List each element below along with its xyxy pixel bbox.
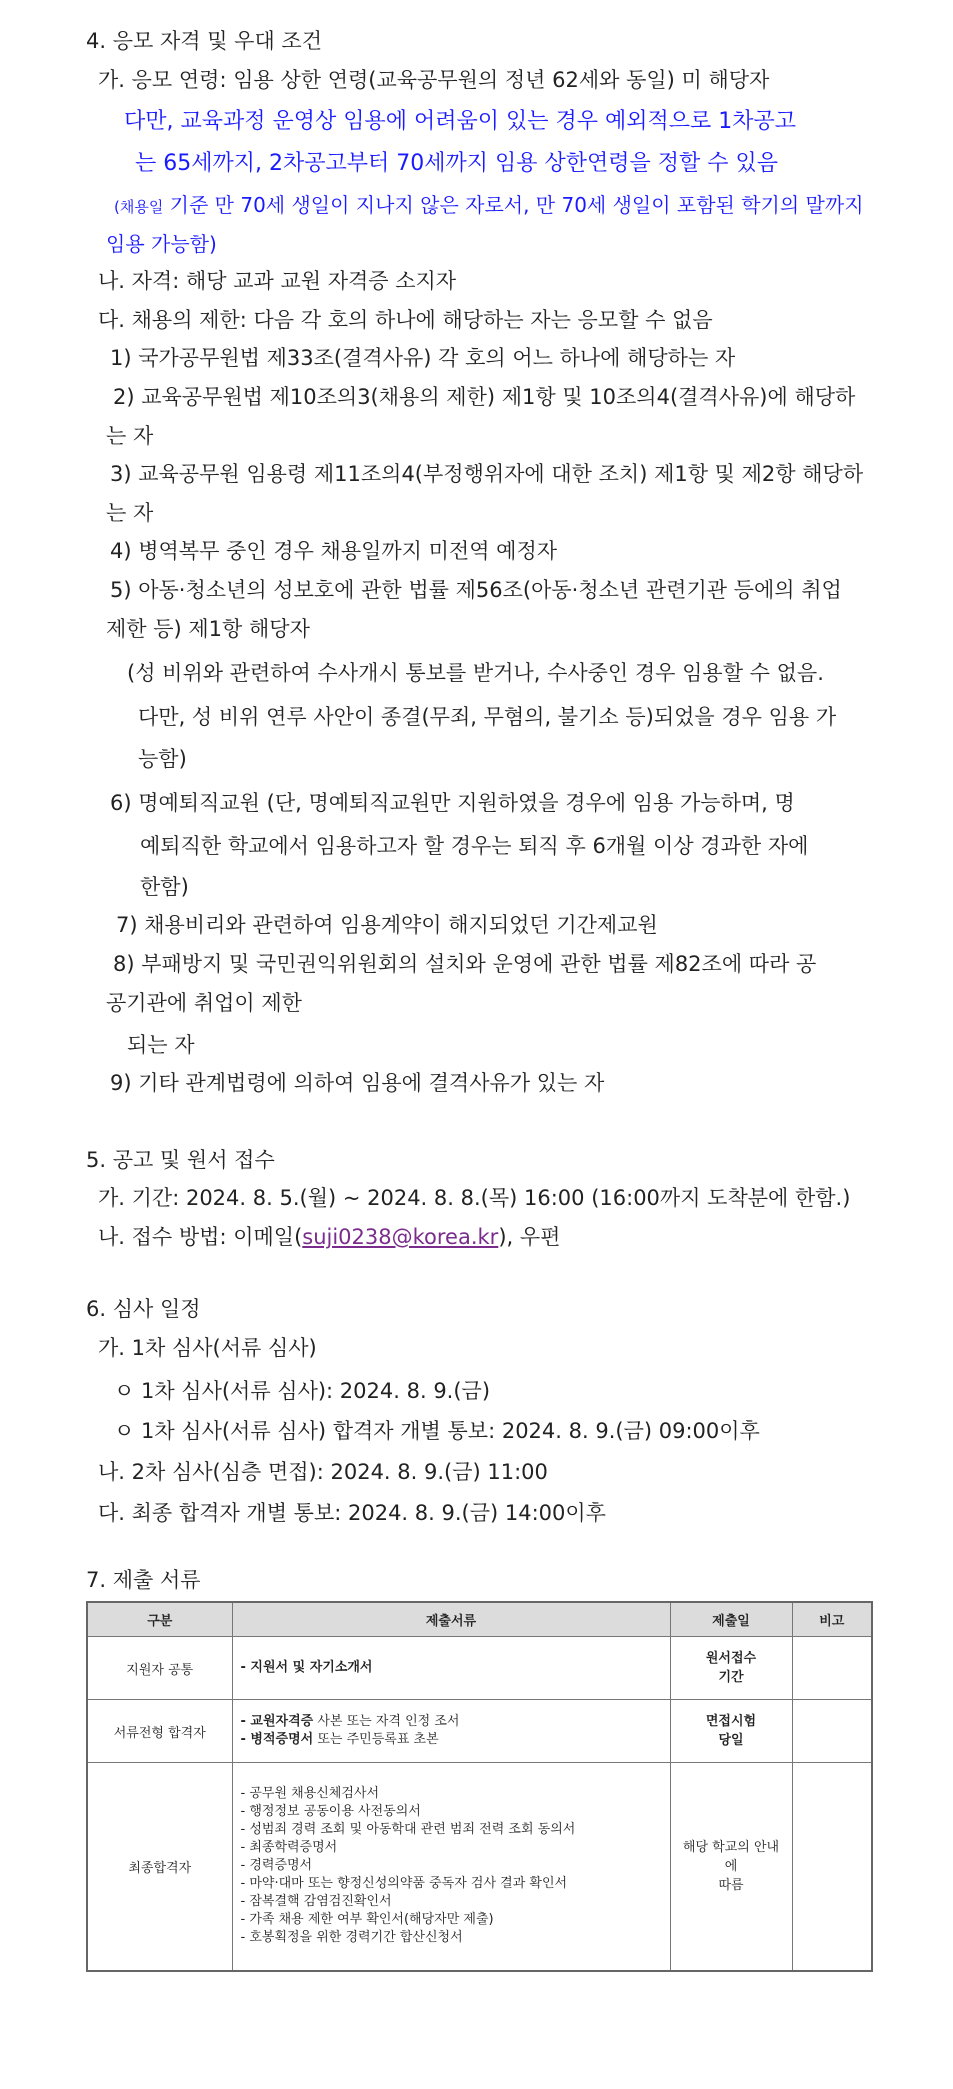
table-row (87, 1763, 872, 1971)
row-note (792, 1637, 872, 1700)
first-review-notice: ㅇ 1차 심사(서류 심사) 합격자 개별 통보: 2024. 8. 9.(금) 09:00이후 (114, 1419, 760, 1443)
row-date (670, 1763, 792, 1971)
section-6-title: 6. 심사 일정 (86, 1297, 201, 1321)
table-header-row (87, 1602, 872, 1637)
doc-item: - 공무원 채용신체검사서 (240, 1786, 380, 1802)
restriction-item-5-note2: 다만, 성 비위 연루 사안이 종결(무죄, 무혐의, 불기소 등)되었을 경우 임용 가 (138, 705, 837, 729)
header-documents: 제출서류 (232, 1602, 670, 1637)
first-review-heading: 가. 1차 심사(서류 심사) (98, 1336, 317, 1360)
table-row (87, 1700, 872, 1763)
restriction-item-8-line1: 8) 부패방지 및 국민권익위원회의 설치와 운영에 관한 법률 제82조에 따라 공 (113, 952, 817, 976)
doc-item (241, 1731, 662, 1749)
row-date (670, 1637, 792, 1700)
application-method-suffix: ), 우편 (498, 1225, 561, 1249)
age-exception-line1: 다만, 교육과정 운영상 임용에 어려움이 있는 경우 예외적으로 1차공고 (124, 109, 796, 134)
section-5-title: 5. 공고 및 원서 접수 (86, 1148, 275, 1172)
application-method-prefix: 나. 접수 방법: 이메일( (98, 1225, 303, 1249)
row-date-line2: 기간 (718, 1670, 744, 1685)
restriction-item-2-line1: 2) 교육공무원법 제10조의3(채용의 제한) 제1항 및 10조의4(결격사유)에 해당하 (113, 385, 856, 409)
row-documents (232, 1700, 670, 1763)
section-7-title: 7. 제출 서류 (86, 1568, 201, 1592)
age-note-line2: 임용 가능함) (106, 232, 217, 256)
restriction-item-8-line2: 공기관에 취업이 제한 (106, 991, 302, 1015)
restriction-item-2-line2: 는 자 (106, 424, 154, 448)
documents-table (86, 1601, 873, 1972)
age-note-text: 기준 만 70세 생일이 지나지 않은 자로서, 만 70세 생일이 포함된 학기의 말까지 (163, 193, 864, 217)
row-date (670, 1700, 792, 1763)
first-review-date: ㅇ 1차 심사(서류 심사): 2024. 8. 9.(금) (114, 1379, 491, 1403)
restriction-item-3-line1: 3) 교육공무원 임용령 제11조의4(부정행위자에 대한 조치) 제1항 및 제2항 해당하 (110, 462, 864, 486)
restriction-item-6-line1: 6) 명예퇴직교원 (단, 명예퇴직교원만 지원하였을 경우에 임용 가능하며, 명 (110, 791, 795, 815)
row-date-line2: 당일 (718, 1733, 744, 1748)
restriction-item-4: 4) 병역복무 중인 경우 채용일까지 미전역 예정자 (110, 539, 558, 563)
table-row (87, 1637, 872, 1700)
doc-item: - 성범죄 경력 조회 및 아동학대 관련 범죄 전력 조회 동의서 (240, 1822, 576, 1838)
section-4-title: 4. 응모 자격 및 우대 조건 (86, 29, 322, 53)
row-documents: - 지원서 및 자기소개서 (232, 1637, 670, 1700)
doc-item: - 잠복결핵 감염검진확인서 (240, 1894, 392, 1910)
restriction-item-7: 7) 채용비리와 관련하여 임용계약이 해지되었던 기간제교원 (116, 913, 658, 937)
row-note (792, 1763, 872, 1971)
restriction-item-5-line2: 제한 등) 제1항 해당자 (106, 617, 310, 641)
row-date-line1: 해당 학교의 안내에 (682, 1839, 780, 1874)
row-date-line1: 원서접수 (705, 1651, 757, 1666)
restriction-item-5-note3: 능함) (138, 747, 187, 771)
restriction-item-6-line3: 한함) (140, 875, 189, 899)
qualification: 나. 자격: 해당 교과 교원 자격증 소지자 (98, 269, 457, 293)
row-note (792, 1700, 872, 1763)
application-period: 가. 기간: 2024. 8. 5.(월) ~ 2024. 8. 8.(목) 16:00 (16:00까지 도착분에 한함.) (98, 1186, 851, 1210)
doc-item: - 행정정보 공동이용 사전동의서 (240, 1804, 421, 1820)
row-date-line2: 따름 (718, 1877, 744, 1893)
header-category: 구분 (87, 1602, 232, 1637)
doc-item-rest: 사본 또는 자격 인정 조서 (313, 1714, 460, 1729)
doc-item: - 가족 채용 제한 여부 확인서(해당자만 제출) (240, 1912, 494, 1928)
row-date-line1: 면접시험 (705, 1714, 757, 1729)
restriction-intro: 다. 채용의 제한: 다음 각 호의 하나에 해당하는 자는 응모할 수 없음 (98, 308, 713, 332)
doc-item-bold: - 교원자격증 (240, 1714, 314, 1729)
final-notice: 다. 최종 합격자 개별 통보: 2024. 8. 9.(금) 14:00이후 (98, 1501, 606, 1525)
restriction-item-9: 9) 기타 관계법령에 의하여 임용에 결격사유가 있는 자 (110, 1071, 605, 1095)
doc-item: - 호봉획정을 위한 경력기간 합산신청서 (240, 1930, 463, 1946)
doc-item-rest: 또는 주민등록표 초본 (313, 1732, 439, 1747)
application-method (98, 1222, 560, 1252)
restriction-item-5-note1: (성 비위와 관련하여 수사개시 통보를 받거나, 수사중인 경우 임용할 수 없음. (127, 661, 824, 685)
doc-item-bold: - 병적증명서 (240, 1732, 314, 1747)
email-link[interactable]: suji0238@korea.kr (302, 1225, 499, 1249)
row-documents (232, 1763, 670, 1971)
row-category: 서류전형 합격자 (87, 1700, 232, 1763)
age-note-line1 (114, 190, 864, 222)
age-exception-line2: 는 65세까지, 2차공고부터 70세까지 임용 상한연령을 정할 수 있음 (135, 151, 778, 176)
restriction-item-1: 1) 국가공무원법 제33조(결격사유) 각 호의 어느 하나에 해당하는 자 (110, 346, 736, 370)
restriction-item-6-line2: 예퇴직한 학교에서 임용하고자 할 경우는 퇴직 후 6개월 이상 경과한 자에 (140, 834, 809, 858)
row-category: 지원자 공통 (87, 1637, 232, 1700)
doc-item: - 최종학력증명서 (240, 1840, 338, 1856)
row-category: 최종합격자 (87, 1763, 232, 1971)
restriction-item-8-line3: 되는 자 (127, 1033, 195, 1057)
doc-item: - 마약·대마 또는 향정신성의약품 중독자 검사 결과 확인서 (240, 1876, 568, 1892)
header-date: 제출일 (670, 1602, 792, 1637)
doc-item: - 경력증명서 (240, 1858, 313, 1874)
second-review: 나. 2차 심사(심층 면접): 2024. 8. 9.(금) 11:00 (98, 1460, 548, 1484)
header-note: 비고 (792, 1602, 872, 1637)
restriction-item-3-line2: 는 자 (106, 501, 154, 525)
age-condition: 가. 응모 연령: 임용 상한 연령(교육공무원의 정년 62세와 동일) 미 해당자 (98, 68, 770, 92)
age-note-prefix: (채용일 (114, 198, 164, 216)
doc-item (241, 1713, 662, 1731)
restriction-item-5-line1: 5) 아동·청소년의 성보호에 관한 법률 제56조(아동·청소년 관련기관 등에의 취업 (110, 578, 842, 602)
